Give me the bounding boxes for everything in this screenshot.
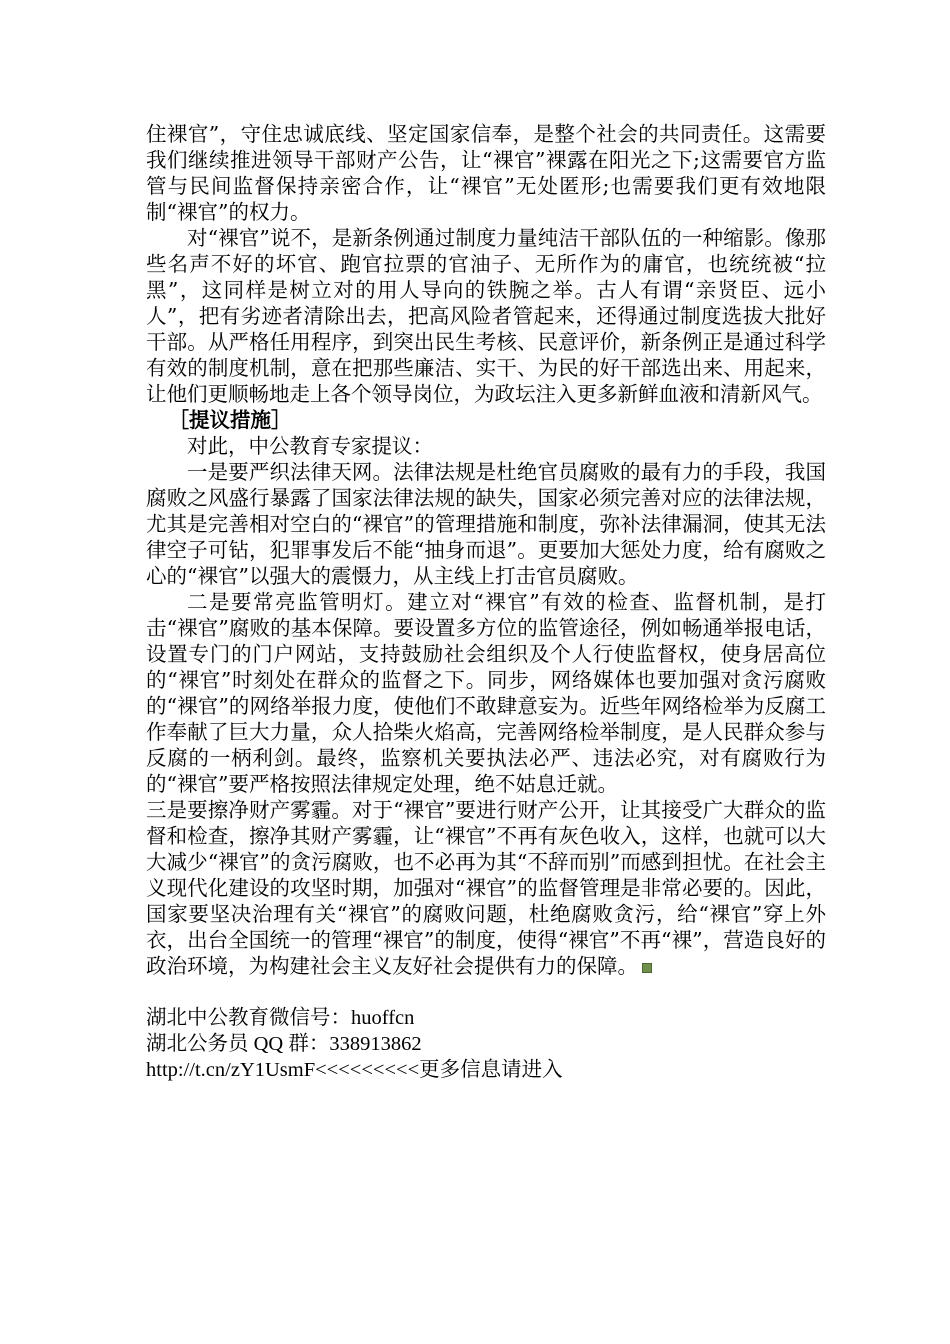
paragraph-2: 对“裸官”说不，是新条例通过制度力量纯洁干部队伍的一种缩影。像那些名声不好的坏官、跑官拉票的官油子、无所作为的庸官，也统统被“拉黑”，这同样是树立对的用人导向的铁腕之举。古人有谓“亲贤臣、远小人”，把有劣迹者清除出去，把高风险者管起来，还得通过制度选拔大批好干部。从严格任用程序，到突出民生考核、民意评价，新条例正是通过科学有效的制度机制，意在把那些廉洁、实干、为民的好干部选出来、用起来，让他们更顺畅地走上各个领导岗位，为政坛注入更多新鲜血液和清新风气。	[146, 226, 826, 406]
paragraph-6-text: 三是要擦净财产雾霾。对于“裸官”要进行财产公开，让其接受广大群众的监督和检查，擦净其财产雾霾，让“裸官”不再有灰色收入，这样，也就可以大大减少“裸官”的贪污腐败，也不必再为其“不辞而别”而感到担忧。在社会主义现代化建设的攻坚时期，加强对“裸官”的监督管理是非常必要的。因此，国家要坚决治理有关“裸官”的腐败问题，杜绝腐败贪污，给“裸官”穿上外衣，出台全国统一的管理“裸官”的制度，使得“裸官”不再“裸”，营造良好的政治环境，为构建社会主义友好社会提供有力的保障。	[146, 798, 826, 978]
footer-link[interactable]: http://t.cn/zY1UsmF<<<<<<<<<更多信息请进入	[146, 1059, 563, 1081]
footer-qq-group: 湖北公务员 QQ 群：338913862	[146, 1033, 422, 1055]
footer-wechat: 湖北中公教育微信号：huoffcn	[146, 1007, 415, 1029]
end-mark-icon	[642, 963, 652, 973]
section-heading: ［提议措施］	[168, 408, 292, 432]
document-page	[146, 121, 826, 1083]
footer-spacer	[146, 979, 826, 1005]
paragraph-6	[146, 797, 826, 979]
paragraph-1: 住裸官”，守住忠诚底线、坚定国家信奉，是整个社会的共同责任。这需要我们继续推进领导干部财产公告，让“裸官”裸露在阳光之下;这需要官方监管与民间监督保持亲密合作，让“裸官”无处匿形;也需要我们更有效地限制“裸官”的权力。	[146, 122, 826, 224]
paragraph-4: 一是要严织法律天网。法律法规是杜绝官员腐败的最有力的手段，我国腐败之风盛行暴露了国家法律法规的缺失，国家必须完善对应的法律法规，尤其是完善相对空白的“裸官”的管理措施和制度，弥补法律漏洞，使其无法律空子可钻，犯罪事发后不能“抽身而退”。更要加大惩处力度，给有腐败之心的“裸官”以强大的震慑力，从主线上打击官员腐败。	[146, 460, 826, 588]
paragraph-5: 二是要常亮监管明灯。建立对“裸官”有效的检查、监督机制，是打击“裸官”腐败的基本保障。要设置多方位的监管途径，例如畅通举报电话，设置专门的门户网站，支持鼓励社会组织及个人行使监督权，使身居高位的“裸官”时刻处在群众的监督之下。同步，网络媒体也要加强对贪污腐败的“裸官”的网络举报力度，使他们不敢肆意妄为。近些年网络检举为反腐工作奉献了巨大力量，众人拾柴火焰高，完善网络检举制度，是人民群众参与反腐的一柄利剑。最终，监察机关要执法必严、违法必究，对有腐败行为的“裸官”要严格按照法律规定处理，绝不姑息迁就。	[146, 590, 826, 796]
paragraph-3: 对此，中公教育专家提议：	[187, 434, 433, 458]
